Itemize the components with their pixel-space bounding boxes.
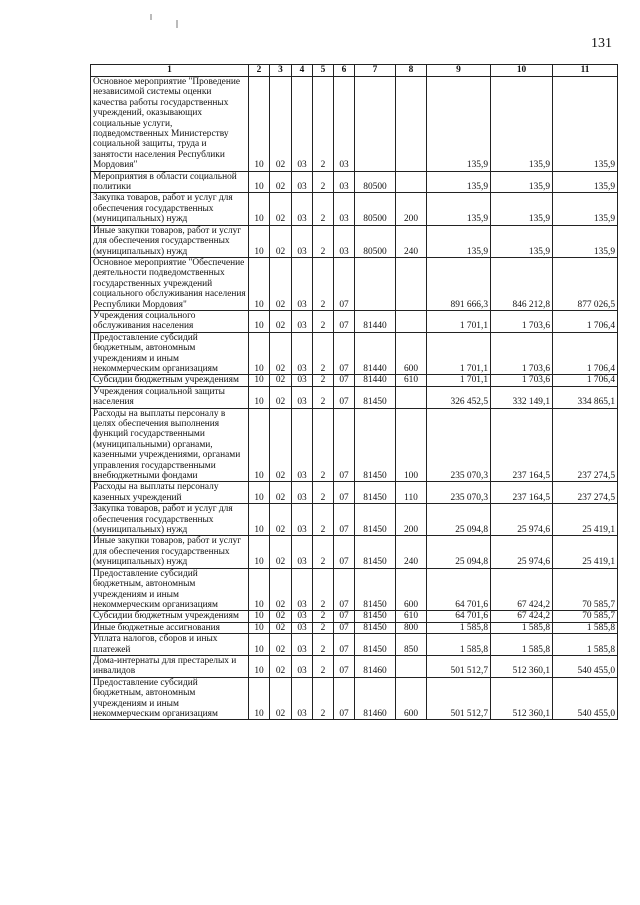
direction-code — [355, 77, 396, 172]
amount-year-1: 235 070,3 — [427, 482, 491, 504]
amount-year-1: 135,9 — [427, 225, 491, 257]
amount-year-2: 67 424,2 — [491, 568, 553, 611]
section-code: 10 — [249, 655, 270, 677]
event-code: 07 — [334, 504, 355, 536]
subprogram-code: 2 — [313, 504, 334, 536]
program-code: 03 — [292, 622, 313, 633]
program-code: 03 — [292, 225, 313, 257]
amount-year-3: 540 455,0 — [553, 677, 618, 720]
subsection-code: 02 — [270, 225, 292, 257]
event-code: 07 — [334, 375, 355, 386]
row-name: Субсидии бюджетным учреждениям — [91, 375, 249, 386]
amount-year-3: 135,9 — [553, 193, 618, 225]
amount-year-3: 25 419,1 — [553, 504, 618, 536]
event-code: 07 — [334, 257, 355, 310]
table-row — [91, 386, 618, 408]
table-row — [91, 482, 618, 504]
section-code: 10 — [249, 482, 270, 504]
expense-type-code — [396, 655, 427, 677]
row-name: Предоставление субсидий бюджетным, автономным учреждениям и иным некоммерческим организациям — [91, 677, 249, 720]
subprogram-code: 2 — [313, 677, 334, 720]
expense-type-code: 610 — [396, 611, 427, 622]
table-row — [91, 677, 618, 720]
section-code: 10 — [249, 193, 270, 225]
row-name: Расходы на выплаты персоналу в целях обеспечения выполнения функций государственными (муниципальными) органами, казенными учреждениями, органами управления государственными внебюджетными фондами — [91, 408, 249, 482]
amount-year-2: 67 424,2 — [491, 611, 553, 622]
scan-speck — [176, 20, 178, 28]
table-row — [91, 193, 618, 225]
row-name: Дома-интернаты для престарелых и инвалидов — [91, 655, 249, 677]
amount-year-1: 25 094,8 — [427, 536, 491, 568]
amount-year-2: 135,9 — [491, 225, 553, 257]
amount-year-1: 1 585,8 — [427, 634, 491, 656]
program-code: 03 — [292, 568, 313, 611]
amount-year-1: 501 512,7 — [427, 677, 491, 720]
program-code: 03 — [292, 536, 313, 568]
scan-speck — [150, 14, 152, 20]
section-code: 10 — [249, 171, 270, 193]
section-code: 10 — [249, 634, 270, 656]
section-code: 10 — [249, 536, 270, 568]
program-code: 03 — [292, 482, 313, 504]
event-code: 07 — [334, 408, 355, 482]
amount-year-1: 25 094,8 — [427, 504, 491, 536]
expense-type-code: 200 — [396, 193, 427, 225]
subprogram-code: 2 — [313, 386, 334, 408]
direction-code: 81440 — [355, 375, 396, 386]
expense-type-code: 110 — [396, 482, 427, 504]
table-row — [91, 375, 618, 386]
subprogram-code: 2 — [313, 536, 334, 568]
amount-year-2: 1 703,6 — [491, 332, 553, 375]
subsection-code: 02 — [270, 622, 292, 633]
section-code: 10 — [249, 408, 270, 482]
amount-year-1: 135,9 — [427, 77, 491, 172]
direction-code: 80500 — [355, 193, 396, 225]
table-row — [91, 257, 618, 310]
subprogram-code: 2 — [313, 77, 334, 172]
amount-year-1: 64 701,6 — [427, 568, 491, 611]
column-header: 2 — [249, 65, 270, 77]
amount-year-1: 135,9 — [427, 171, 491, 193]
amount-year-2: 1 703,6 — [491, 375, 553, 386]
subsection-code: 02 — [270, 536, 292, 568]
expense-type-code — [396, 386, 427, 408]
column-header: 8 — [396, 65, 427, 77]
subprogram-code: 2 — [313, 611, 334, 622]
expense-type-code — [396, 77, 427, 172]
section-code: 10 — [249, 77, 270, 172]
row-name: Учреждения социального обслуживания населения — [91, 310, 249, 332]
expense-type-code: 600 — [396, 677, 427, 720]
section-code: 10 — [249, 504, 270, 536]
subprogram-code: 2 — [313, 375, 334, 386]
subprogram-code: 2 — [313, 568, 334, 611]
amount-year-3: 1 706,4 — [553, 375, 618, 386]
event-code: 07 — [334, 634, 355, 656]
row-name: Расходы на выплаты персоналу казенных учреждений — [91, 482, 249, 504]
subsection-code: 02 — [270, 504, 292, 536]
amount-year-3: 135,9 — [553, 171, 618, 193]
direction-code: 81460 — [355, 655, 396, 677]
amount-year-2: 846 212,8 — [491, 257, 553, 310]
expense-type-code: 240 — [396, 536, 427, 568]
direction-code: 81450 — [355, 634, 396, 656]
column-header: 3 — [270, 65, 292, 77]
amount-year-1: 891 666,3 — [427, 257, 491, 310]
column-header: 5 — [313, 65, 334, 77]
direction-code: 81440 — [355, 310, 396, 332]
direction-code: 81450 — [355, 482, 396, 504]
row-name: Иные бюджетные ассигнования — [91, 622, 249, 633]
amount-year-3: 70 585,7 — [553, 611, 618, 622]
row-name: Основное мероприятие "Обеспечение деятельности подведомственных государственных учреждений социального обслуживания населения Республики Мордовия" — [91, 257, 249, 310]
subprogram-code: 2 — [313, 634, 334, 656]
row-name: Предоставление субсидий бюджетным, автономным учреждениям и иным некоммерческим организациям — [91, 332, 249, 375]
row-name: Учреждения социальной защиты населения — [91, 386, 249, 408]
table-row — [91, 504, 618, 536]
program-code: 03 — [292, 310, 313, 332]
program-code: 03 — [292, 386, 313, 408]
table-row — [91, 611, 618, 622]
table-row — [91, 536, 618, 568]
subsection-code: 02 — [270, 482, 292, 504]
section-code: 10 — [249, 677, 270, 720]
column-header: 1 — [91, 65, 249, 77]
amount-year-1: 501 512,7 — [427, 655, 491, 677]
section-code: 10 — [249, 568, 270, 611]
amount-year-1: 1 585,8 — [427, 622, 491, 633]
section-code: 10 — [249, 622, 270, 633]
column-header: 7 — [355, 65, 396, 77]
table-row — [91, 225, 618, 257]
subsection-code: 02 — [270, 257, 292, 310]
table-row — [91, 77, 618, 172]
section-code: 10 — [249, 611, 270, 622]
expense-type-code: 240 — [396, 225, 427, 257]
amount-year-2: 135,9 — [491, 77, 553, 172]
direction-code: 81450 — [355, 386, 396, 408]
subprogram-code: 2 — [313, 622, 334, 633]
amount-year-3: 1 706,4 — [553, 310, 618, 332]
subprogram-code: 2 — [313, 655, 334, 677]
amount-year-3: 135,9 — [553, 225, 618, 257]
row-name: Субсидии бюджетным учреждениям — [91, 611, 249, 622]
event-code: 03 — [334, 193, 355, 225]
expense-type-code: 610 — [396, 375, 427, 386]
program-code: 03 — [292, 655, 313, 677]
amount-year-1: 1 701,1 — [427, 332, 491, 375]
table-row — [91, 171, 618, 193]
amount-year-1: 1 701,1 — [427, 310, 491, 332]
event-code: 07 — [334, 310, 355, 332]
subsection-code: 02 — [270, 77, 292, 172]
event-code: 03 — [334, 225, 355, 257]
amount-year-3: 1 585,8 — [553, 622, 618, 633]
program-code: 03 — [292, 257, 313, 310]
amount-year-3: 237 274,5 — [553, 408, 618, 482]
direction-code: 81450 — [355, 568, 396, 611]
amount-year-3: 540 455,0 — [553, 655, 618, 677]
event-code: 07 — [334, 332, 355, 375]
section-code: 10 — [249, 257, 270, 310]
amount-year-3: 334 865,1 — [553, 386, 618, 408]
program-code: 03 — [292, 677, 313, 720]
subsection-code: 02 — [270, 332, 292, 375]
program-code: 03 — [292, 634, 313, 656]
direction-code: 81450 — [355, 622, 396, 633]
event-code: 03 — [334, 171, 355, 193]
event-code: 07 — [334, 677, 355, 720]
event-code: 07 — [334, 482, 355, 504]
amount-year-3: 25 419,1 — [553, 536, 618, 568]
subsection-code: 02 — [270, 193, 292, 225]
amount-year-3: 1 706,4 — [553, 332, 618, 375]
table-row — [91, 634, 618, 656]
row-name: Уплата налогов, сборов и иных платежей — [91, 634, 249, 656]
column-header: 6 — [334, 65, 355, 77]
section-code: 10 — [249, 332, 270, 375]
direction-code: 81440 — [355, 332, 396, 375]
program-code: 03 — [292, 504, 313, 536]
subprogram-code: 2 — [313, 310, 334, 332]
row-name: Основное мероприятие "Проведение независимой системы оценки качества работы государственных учреждений, оказывающих социальные услуги, подведомственных Министерству социальной защиты, труда и занятости населения Республики Мордовия" — [91, 77, 249, 172]
direction-code: 81450 — [355, 504, 396, 536]
program-code: 03 — [292, 171, 313, 193]
amount-year-3: 70 585,7 — [553, 568, 618, 611]
amount-year-3: 877 026,5 — [553, 257, 618, 310]
page-number: 131 — [591, 36, 612, 51]
subsection-code: 02 — [270, 171, 292, 193]
subsection-code: 02 — [270, 386, 292, 408]
row-name: Мероприятия в области социальной политики — [91, 171, 249, 193]
subsection-code: 02 — [270, 408, 292, 482]
section-code: 10 — [249, 310, 270, 332]
table-row — [91, 332, 618, 375]
row-name: Предоставление субсидий бюджетным, автономным учреждениям и иным некоммерческим организациям — [91, 568, 249, 611]
table-row — [91, 568, 618, 611]
direction-code — [355, 257, 396, 310]
row-name: Иные закупки товаров, работ и услуг для обеспечения государственных (муниципальных) нужд — [91, 225, 249, 257]
amount-year-2: 25 974,6 — [491, 504, 553, 536]
direction-code: 81460 — [355, 677, 396, 720]
row-name: Закупка товаров, работ и услуг для обеспечения государственных (муниципальных) нужд — [91, 193, 249, 225]
section-code: 10 — [249, 386, 270, 408]
subsection-code: 02 — [270, 310, 292, 332]
subsection-code: 02 — [270, 375, 292, 386]
expense-type-code: 800 — [396, 622, 427, 633]
column-header: 10 — [491, 65, 553, 77]
subsection-code: 02 — [270, 634, 292, 656]
program-code: 03 — [292, 77, 313, 172]
column-header: 9 — [427, 65, 491, 77]
amount-year-3: 135,9 — [553, 77, 618, 172]
expense-type-code: 600 — [396, 568, 427, 611]
budget-table — [90, 64, 618, 720]
section-code: 10 — [249, 375, 270, 386]
expense-type-code: 850 — [396, 634, 427, 656]
event-code: 07 — [334, 611, 355, 622]
table-row — [91, 622, 618, 633]
event-code: 07 — [334, 655, 355, 677]
table-row — [91, 655, 618, 677]
column-header: 11 — [553, 65, 618, 77]
table-header-row — [91, 65, 618, 77]
row-name: Закупка товаров, работ и услуг для обеспечения государственных (муниципальных) нужд — [91, 504, 249, 536]
subsection-code: 02 — [270, 568, 292, 611]
event-code: 03 — [334, 77, 355, 172]
event-code: 07 — [334, 568, 355, 611]
expense-type-code: 200 — [396, 504, 427, 536]
amount-year-1: 135,9 — [427, 193, 491, 225]
section-code: 10 — [249, 225, 270, 257]
direction-code: 81450 — [355, 536, 396, 568]
direction-code: 80500 — [355, 225, 396, 257]
program-code: 03 — [292, 375, 313, 386]
subprogram-code: 2 — [313, 193, 334, 225]
subprogram-code: 2 — [313, 332, 334, 375]
amount-year-2: 1 585,8 — [491, 622, 553, 633]
amount-year-1: 235 070,3 — [427, 408, 491, 482]
expense-type-code — [396, 257, 427, 310]
amount-year-2: 332 149,1 — [491, 386, 553, 408]
expense-type-code: 600 — [396, 332, 427, 375]
event-code: 07 — [334, 536, 355, 568]
amount-year-1: 64 701,6 — [427, 611, 491, 622]
direction-code: 80500 — [355, 171, 396, 193]
subsection-code: 02 — [270, 677, 292, 720]
amount-year-2: 237 164,5 — [491, 482, 553, 504]
amount-year-2: 1 585,8 — [491, 634, 553, 656]
subprogram-code: 2 — [313, 171, 334, 193]
amount-year-2: 135,9 — [491, 193, 553, 225]
subsection-code: 02 — [270, 611, 292, 622]
amount-year-2: 512 360,1 — [491, 655, 553, 677]
direction-code: 81450 — [355, 408, 396, 482]
amount-year-2: 237 164,5 — [491, 408, 553, 482]
amount-year-1: 326 452,5 — [427, 386, 491, 408]
amount-year-3: 1 585,8 — [553, 634, 618, 656]
table-row — [91, 408, 618, 482]
program-code: 03 — [292, 332, 313, 375]
program-code: 03 — [292, 611, 313, 622]
amount-year-2: 25 974,6 — [491, 536, 553, 568]
table-row — [91, 310, 618, 332]
amount-year-2: 512 360,1 — [491, 677, 553, 720]
amount-year-1: 1 701,1 — [427, 375, 491, 386]
column-header: 4 — [292, 65, 313, 77]
row-name: Иные закупки товаров, работ и услуг для обеспечения государственных (муниципальных) нужд — [91, 536, 249, 568]
subsection-code: 02 — [270, 655, 292, 677]
subprogram-code: 2 — [313, 482, 334, 504]
amount-year-2: 1 703,6 — [491, 310, 553, 332]
expense-type-code — [396, 310, 427, 332]
subprogram-code: 2 — [313, 257, 334, 310]
program-code: 03 — [292, 193, 313, 225]
amount-year-2: 135,9 — [491, 171, 553, 193]
event-code: 07 — [334, 622, 355, 633]
expense-type-code: 100 — [396, 408, 427, 482]
subprogram-code: 2 — [313, 408, 334, 482]
amount-year-3: 237 274,5 — [553, 482, 618, 504]
direction-code: 81450 — [355, 611, 396, 622]
table-body — [91, 77, 618, 720]
event-code: 07 — [334, 386, 355, 408]
program-code: 03 — [292, 408, 313, 482]
expense-type-code — [396, 171, 427, 193]
subprogram-code: 2 — [313, 225, 334, 257]
